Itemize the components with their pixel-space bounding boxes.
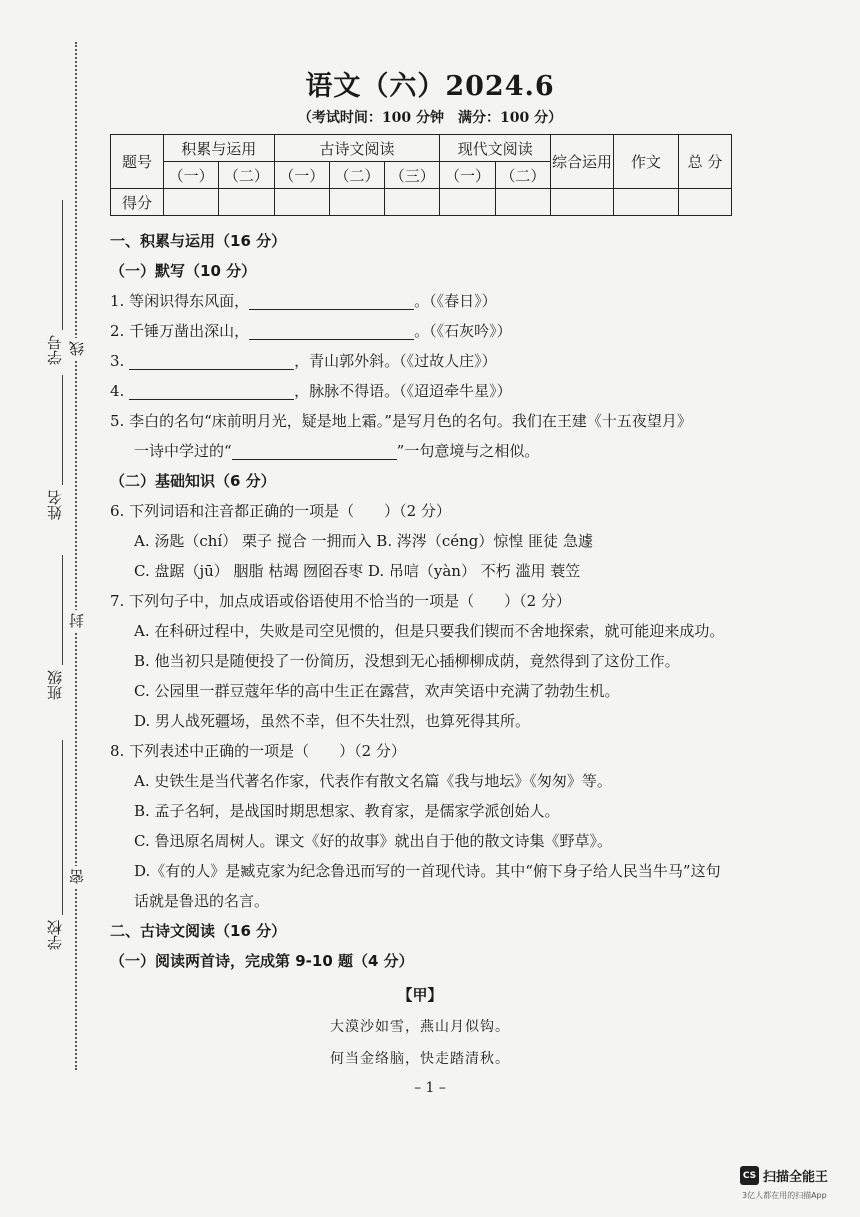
question-text: 4. (110, 382, 130, 400)
answer-blank[interactable] (249, 321, 414, 340)
question-2 (110, 316, 750, 346)
page-number: – 1 – (414, 1080, 446, 1096)
subheader: （三） (385, 162, 440, 189)
student-id-label: 学号 (46, 335, 64, 365)
binding-margin (0, 0, 100, 1217)
score-cell[interactable] (219, 189, 274, 216)
question-8: 8. 下列表述中正确的一项是（ ）（2 分） (110, 742, 406, 760)
school-label: 学校 (46, 920, 64, 950)
subheader: （一） (164, 162, 219, 189)
question-7-option-d: D. 男人战死疆场，虽然不幸，但不失壮烈，也算死得其所。 (134, 712, 531, 730)
camscanner-logo-icon: CS (740, 1166, 759, 1185)
header-zuowen: 作文 (614, 135, 679, 189)
binding-dotted-line (75, 42, 77, 1070)
question-text: ”一句意境与之相似。 (396, 442, 540, 460)
question-6-options-ab: A. 汤匙（chí） 栗子 搅合 一拥而入 B. 涔涔（céng）惊惶 匪徒 急遽 (134, 532, 593, 550)
score-cell[interactable] (164, 189, 219, 216)
question-8-option-a: A. 史铁生是当代著名作家，代表作有散文名篇《我与地坛》《匆匆》等。 (134, 772, 612, 790)
subsection-heading: （一）阅读两首诗，完成第 9-10 题（4 分） (110, 952, 414, 970)
question-5: 5. 李白的名句“床前明月光，疑是地上霜。”是写月色的名句。我们在王建《十五夜望月》 (110, 412, 692, 430)
question-7-option-b: B. 他当初只是随便投了一份简历，没想到无心插柳柳成荫，竟然得到了这份工作。 (134, 652, 680, 670)
app-name: 扫描全能王 (763, 1170, 829, 1185)
binding-mark-secret: 密 (66, 866, 87, 887)
score-row-label: 得分 (111, 189, 164, 216)
scanner-watermark (740, 1166, 828, 1185)
question-text: 2. 千锤万凿出深山， (110, 322, 250, 340)
school-blank[interactable] (62, 740, 63, 915)
score-cell[interactable] (440, 189, 495, 216)
question-4 (110, 376, 750, 406)
question-7-option-a: A. 在科研过程中，失败是司空见惯的，但是只要我们锲而不舍地探索，就可能迎来成功。 (134, 622, 725, 640)
question-text: 1. 等闲识得东风面， (110, 292, 250, 310)
header-xiandai: 现代文阅读 (440, 135, 551, 162)
question-8-option-b: B. 孟子名轲，是战国时期思想家、教育家，是儒家学派创始人。 (134, 802, 560, 820)
subsection-heading: （二）基础知识（6 分） (110, 472, 276, 490)
score-cell[interactable] (385, 189, 440, 216)
subheader: （二） (329, 162, 384, 189)
question-text: 3. (110, 352, 130, 370)
score-cell[interactable] (614, 189, 679, 216)
score-cell[interactable] (551, 189, 614, 216)
score-cell[interactable] (679, 189, 732, 216)
header-zongfen: 总 分 (679, 135, 732, 189)
exam-content (110, 226, 750, 1074)
header-zonghe: 综合运用 (551, 135, 614, 189)
question-8-option-d: D.《有的人》是臧克家为纪念鲁迅而写的一首现代诗。其中“俯下身子给人民当牛马”这句 (134, 862, 721, 880)
question-6-options-cd: C. 盘踞（jū） 胭脂 枯竭 囫囵吞枣 D. 吊唁（yàn） 不朽 滥用 蓑笠 (134, 562, 581, 580)
question-5-cont (110, 436, 750, 466)
score-cell[interactable] (274, 189, 329, 216)
score-table (110, 134, 732, 216)
subheader: （一） (274, 162, 329, 189)
question-8-option-c: C. 鲁迅原名周树人。课文《好的故事》就出自于他的散文诗集《野草》。 (134, 832, 612, 850)
poem-line: 何当金络脑，快走踏清秋。 (330, 1051, 510, 1067)
question-8-option-d-cont: 话就是鲁迅的名言。 (134, 892, 270, 910)
subheader: （二） (495, 162, 550, 189)
poem-label: 【甲】 (397, 986, 443, 1004)
question-7-option-c: C. 公园里一群豆蔻年华的高中生正在露营，欢声笑语中充满了勃勃生机。 (134, 682, 620, 700)
subheader: （二） (219, 162, 274, 189)
question-1 (110, 286, 750, 316)
answer-blank[interactable] (129, 381, 294, 400)
binding-mark-line: 线 (66, 338, 87, 359)
answer-blank[interactable] (249, 291, 414, 310)
score-cell[interactable] (329, 189, 384, 216)
question-text: ，脉脉不得语。（《迢迢牵牛星》） (294, 382, 512, 400)
answer-blank[interactable] (232, 441, 397, 460)
section-heading: 二、古诗文阅读（16 分） (110, 922, 287, 940)
binding-mark-seal: 封 (66, 610, 87, 631)
name-blank[interactable] (62, 375, 63, 485)
score-cell[interactable] (495, 189, 550, 216)
subheader: （一） (440, 162, 495, 189)
subsection-heading: （一）默写（10 分） (110, 262, 257, 280)
question-text: ，青山郭外斜。（《过故人庄》） (294, 352, 497, 370)
class-blank[interactable] (62, 555, 63, 665)
header-jilei: 积累与运用 (164, 135, 275, 162)
answer-blank[interactable] (129, 351, 294, 370)
section-heading: 一、积累与运用（16 分） (110, 232, 287, 250)
exam-subtitle: （考试时间：100 分钟 满分：100 分） (297, 110, 563, 126)
app-tagline: 3亿人都在用的扫描App (742, 1191, 827, 1200)
question-text: 。（《春日》） (414, 292, 497, 310)
question-3 (110, 346, 750, 376)
question-text: 一诗中学过的“ (134, 442, 232, 460)
question-7: 7. 下列句子中，加点成语或俗语使用不恰当的一项是（ ）（2 分） (110, 592, 571, 610)
question-6: 6. 下列词语和注音都正确的一项是（ ）（2 分） (110, 502, 451, 520)
class-label: 班级 (46, 670, 64, 700)
exam-title: 语文（六）2024.6 (305, 71, 555, 102)
name-label: 姓名 (46, 490, 64, 520)
header-gushi: 古诗文阅读 (274, 135, 440, 162)
header-tihao: 题号 (111, 135, 164, 189)
poem-line: 大漠沙如雪，燕山月似钩。 (330, 1019, 510, 1035)
student-id-blank[interactable] (62, 200, 63, 330)
question-text: 。（《石灰吟》） (414, 322, 512, 340)
